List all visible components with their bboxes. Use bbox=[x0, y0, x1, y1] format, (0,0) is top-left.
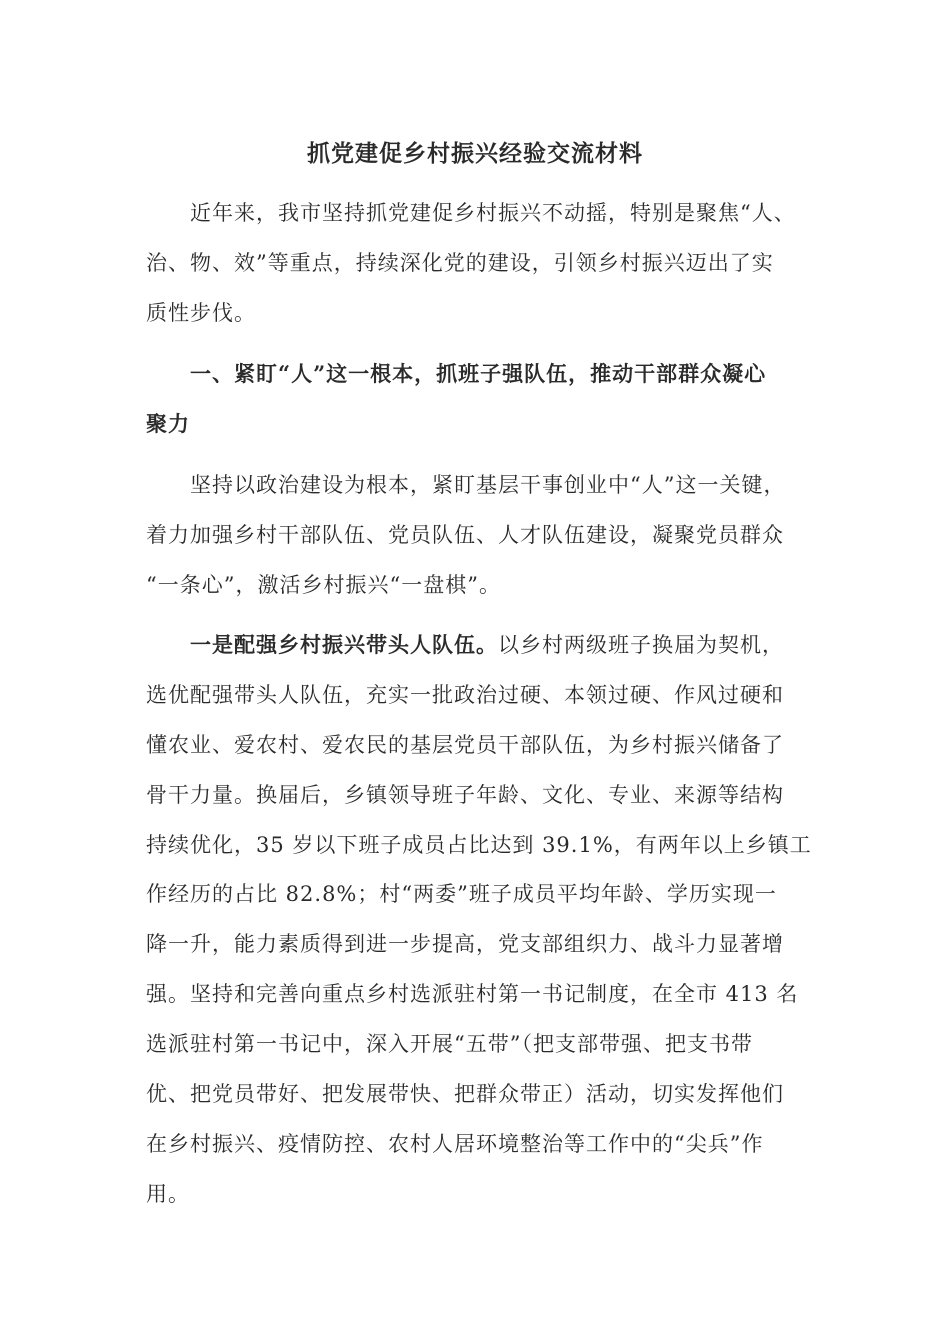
point-para-line-1 bbox=[190, 625, 826, 665]
point-para-line-12: 用。 bbox=[146, 1182, 190, 1206]
intro-line-2: 治、物、效”等重点，持续深化党的建设，引领乡村振兴迈出了实 bbox=[146, 251, 774, 275]
section-para-line-3: “一条心”，激活乡村振兴“一盘棋”。 bbox=[146, 573, 501, 597]
section-para-line-1: 坚持以政治建设为根本，紧盯基层干事创业中“人”这一关键， bbox=[190, 473, 786, 497]
point-para-line-6: 作经历的占比 82.8%；村“两委”班子成员平均年龄、学历实现一 bbox=[146, 882, 777, 906]
section-para-line-2: 着力加强乡村干部队伍、党员队伍、人才队伍建设，凝聚党员群众 bbox=[146, 523, 784, 547]
point-para-line-10: 优、把党员带好、把发展带快、把群众带正）活动，切实发挥他们 bbox=[146, 1082, 784, 1106]
document-title: 抓党建促乡村振兴经验交流材料 bbox=[307, 140, 643, 167]
point-para-line-5: 持续优化，35 岁以下班子成员占比达到 39.1%，有两年以上乡镇工 bbox=[146, 833, 812, 857]
point-para-line-4: 骨干力量。换届后，乡镇领导班子年龄、文化、专业、来源等结构 bbox=[146, 783, 784, 807]
point-para-line-7: 降一升，能力素质得到进一步提高，党支部组织力、战斗力显著增 bbox=[146, 932, 784, 956]
point-para-line-8: 强。坚持和完善向重点乡村选派驻村第一书记制度，在全市 413 名 bbox=[146, 982, 799, 1006]
intro-line-1: 近年来，我市坚持抓党建促乡村振兴不动摇，特别是聚焦“人、 bbox=[190, 201, 796, 225]
point-para-line-3: 懂农业、爱农村、爱农民的基层党员干部队伍，为乡村振兴储备了 bbox=[146, 733, 784, 757]
section-heading-line-1: 一、紧盯“人”这一根本，抓班子强队伍，推动干部群众凝心 bbox=[190, 361, 767, 386]
point-para-line-9: 选派驻村第一书记中，深入开展“五带”（把支部带强、把支书带 bbox=[146, 1032, 753, 1056]
intro-line-3: 质性步伐。 bbox=[146, 301, 256, 325]
point-heading: 一是配强乡村振兴带头人队伍。 bbox=[190, 632, 498, 657]
point-para-line-11: 在乡村振兴、疫情防控、农村人居环境整治等工作中的“尖兵”作 bbox=[146, 1132, 764, 1156]
point-text: 以乡村两级班子换届为契机， bbox=[498, 633, 784, 657]
point-para-line-2: 选优配强带头人队伍，充实一批政治过硬、本领过硬、作风过硬和 bbox=[146, 683, 784, 707]
section-heading-line-2: 聚力 bbox=[146, 411, 190, 436]
